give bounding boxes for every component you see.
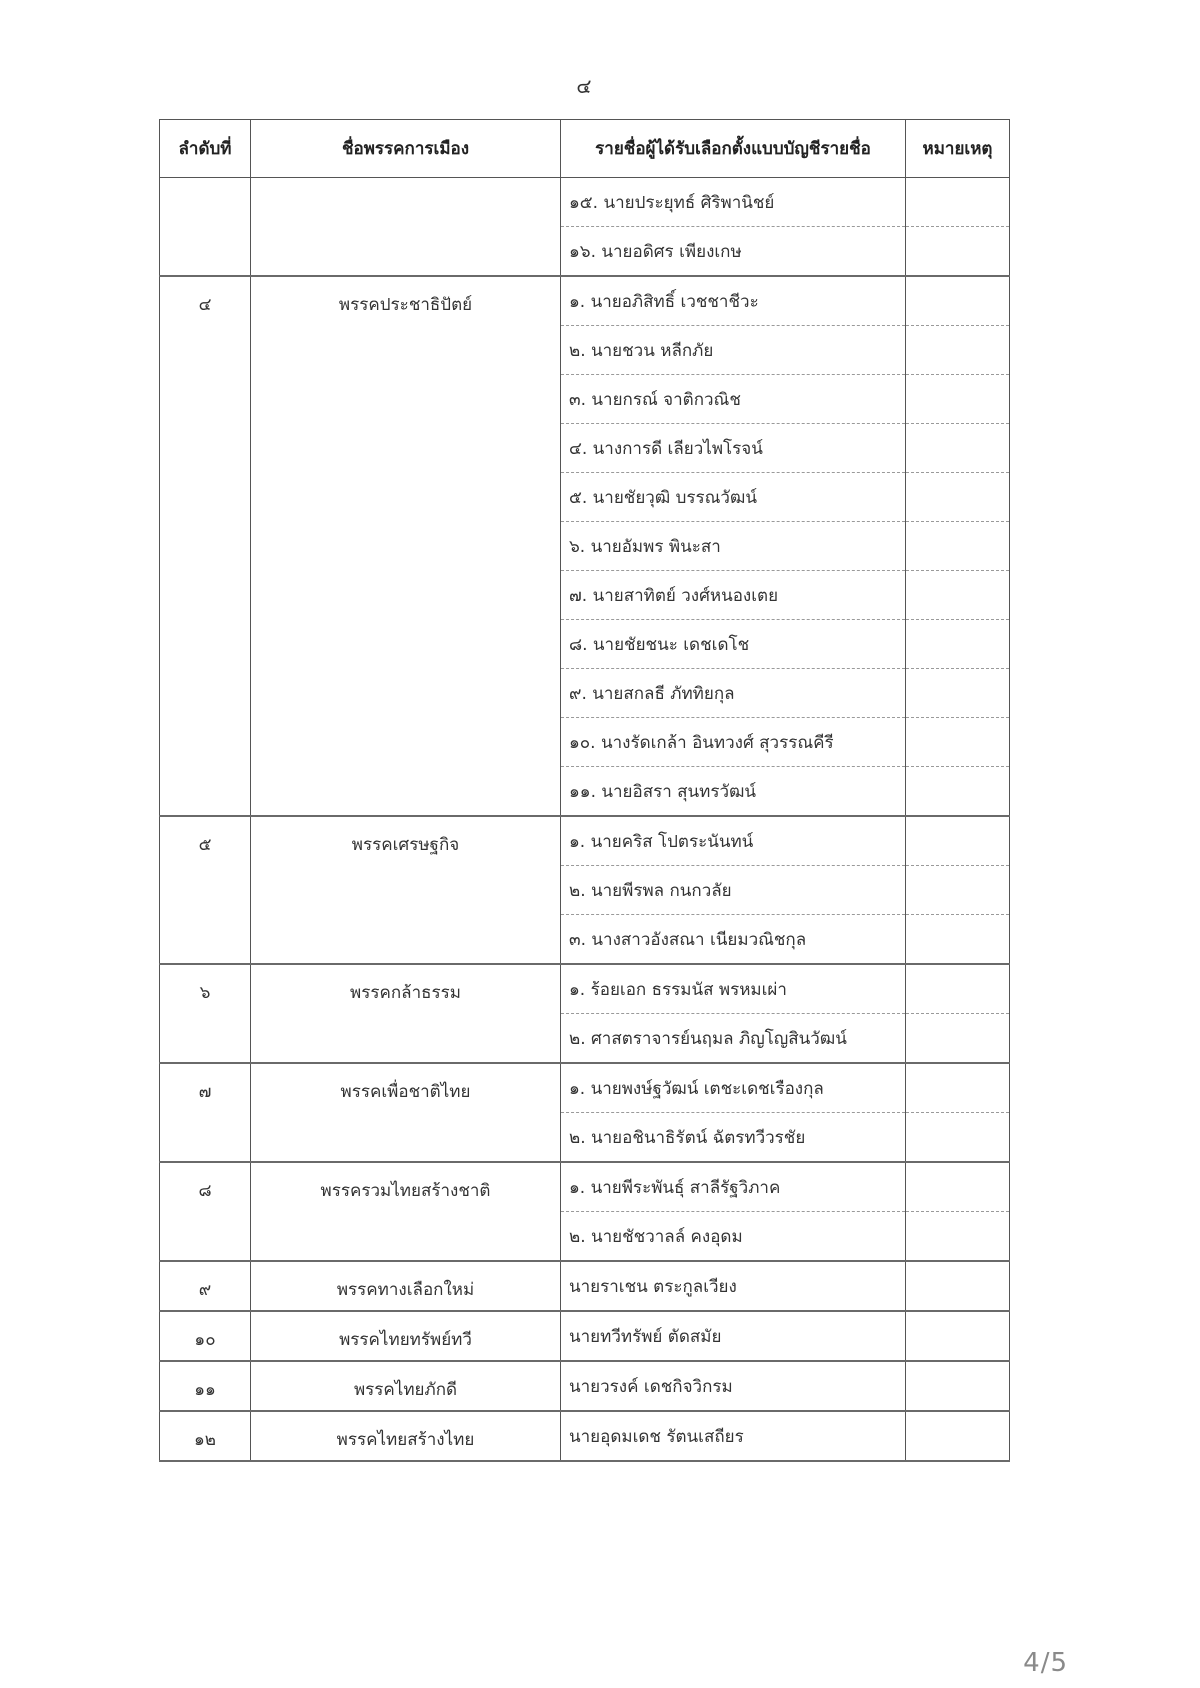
elected-member-name: ๑๕. นายประยุทธ์ ศิริพานิชย์ (561, 178, 906, 227)
elected-member-name: ๕. นายชัยวุฒิ บรรณวัฒน์ (561, 473, 906, 522)
remarks-cell (906, 424, 1010, 473)
remarks-cell (906, 866, 1010, 915)
party-name: พรรคไทยภักดี (251, 1361, 561, 1411)
remarks-cell (906, 669, 1010, 718)
remarks-cell (906, 1212, 1010, 1262)
elected-member-name: ๑๖. นายอดิศร เพียงเกษ (561, 227, 906, 277)
remarks-cell (906, 326, 1010, 375)
elected-member-name: ๘. นายชัยชนะ เดชเดโช (561, 620, 906, 669)
remarks-cell (906, 1113, 1010, 1163)
elected-member-name: ๓. นางสาวอังสณา เนียมวณิชกุล (561, 915, 906, 965)
party-name: พรรคเศรษฐกิจ (251, 816, 561, 964)
party-name: พรรคไทยสร้างไทย (251, 1411, 561, 1461)
header-remarks: หมายเหตุ (906, 120, 1010, 178)
elected-member-name: ๒. นายอชินาธิรัตน์ ฉัตรทวีวรชัย (561, 1113, 906, 1163)
remarks-cell (906, 1411, 1010, 1461)
elected-member-name: ๑๐. นางรัดเกล้า อินทวงศ์ สุวรรณคีรี (561, 718, 906, 767)
elected-member-name: นายทวีทรัพย์ ตัดสมัย (561, 1311, 906, 1361)
remarks-cell (906, 964, 1010, 1014)
party-group (160, 1411, 1010, 1461)
table-row (160, 276, 1010, 326)
elected-member-name: ๑. นายพีระพันธุ์ สาลีรัฐวิภาค (561, 1162, 906, 1212)
remarks-cell (906, 1014, 1010, 1064)
remarks-cell (906, 522, 1010, 571)
remarks-cell (906, 375, 1010, 424)
party-name: พรรคเพื่อชาติไทย (251, 1063, 561, 1162)
table-row (160, 816, 1010, 866)
party-order-number: ๑๐ (160, 1311, 251, 1361)
table-row (160, 1261, 1010, 1311)
viewer-page-indicator: 4/5 (1023, 1648, 1068, 1678)
remarks-cell (906, 816, 1010, 866)
party-name: พรรครวมไทยสร้างชาติ (251, 1162, 561, 1261)
party-group (160, 816, 1010, 964)
party-order-number (160, 178, 251, 277)
party-order-number: ๑๒ (160, 1411, 251, 1461)
remarks-cell (906, 718, 1010, 767)
party-order-number: ๗ (160, 1063, 251, 1162)
elected-member-name: ๒. นายชัชวาลล์ คงอุดม (561, 1212, 906, 1262)
elected-member-name: นายราเชน ตระกูลเวียง (561, 1261, 906, 1311)
elected-member-name: ๔. นางการดี เลียวไพโรจน์ (561, 424, 906, 473)
elected-member-name: นายวรงค์ เดชกิจวิกรม (561, 1361, 906, 1411)
party-order-number: ๘ (160, 1162, 251, 1261)
party-order-number: ๔ (160, 276, 251, 816)
remarks-cell (906, 1361, 1010, 1411)
remarks-cell (906, 276, 1010, 326)
elected-member-name: ๒. นายชวน หลีกภัย (561, 326, 906, 375)
remarks-cell (906, 1063, 1010, 1113)
party-name: พรรคประชาธิปัตย์ (251, 276, 561, 816)
remarks-cell (906, 620, 1010, 669)
party-group (160, 1361, 1010, 1411)
table-row (160, 1361, 1010, 1411)
elected-member-name: ๙. นายสกลธี ภัททิยกุล (561, 669, 906, 718)
elected-member-name: ๑. นายคริส โปตระนันทน์ (561, 816, 906, 866)
table-row (160, 178, 1010, 227)
table-row (160, 1411, 1010, 1461)
party-order-number: ๙ (160, 1261, 251, 1311)
remarks-cell (906, 178, 1010, 227)
party-name (251, 178, 561, 277)
remarks-cell (906, 1261, 1010, 1311)
elected-member-name: ๗. นายสาทิตย์ วงศ์หนองเตย (561, 571, 906, 620)
party-order-number: ๖ (160, 964, 251, 1063)
party-group (160, 178, 1010, 277)
table-row (160, 1311, 1010, 1361)
party-group (160, 1063, 1010, 1162)
remarks-cell (906, 571, 1010, 620)
header-party-name: ชื่อพรรคการเมือง (251, 120, 561, 178)
table-row (160, 1063, 1010, 1113)
header-order-number: ลำดับที่ (160, 120, 251, 178)
remarks-cell (906, 227, 1010, 277)
page-number: ๔ (576, 74, 592, 98)
party-order-number: ๕ (160, 816, 251, 964)
party-name: พรรคทางเลือกใหม่ (251, 1261, 561, 1311)
elected-member-name: ๖. นายอัมพร พินะสา (561, 522, 906, 571)
remarks-cell (906, 473, 1010, 522)
elected-member-name: นายอุดมเดช รัตนเสถียร (561, 1411, 906, 1461)
elected-member-name: ๑๑. นายอิสรา สุนทรวัฒน์ (561, 767, 906, 817)
elected-member-name: ๑. นายพงษ์ฐวัฒน์ เตชะเดชเรืองกุล (561, 1063, 906, 1113)
remarks-cell (906, 767, 1010, 817)
party-group (160, 276, 1010, 816)
party-group (160, 1311, 1010, 1361)
party-group (160, 964, 1010, 1063)
elected-member-name: ๑. ร้อยเอก ธรรมนัส พรหมเผ่า (561, 964, 906, 1014)
party-group (160, 1162, 1010, 1261)
table-row (160, 1162, 1010, 1212)
party-list-table (159, 119, 1010, 1462)
header-elected-names: รายชื่อผู้ได้รับเลือกตั้งแบบบัญชีรายชื่อ (561, 120, 906, 178)
remarks-cell (906, 915, 1010, 965)
party-name: พรรคกล้าธรรม (251, 964, 561, 1063)
party-name: พรรคไทยทรัพย์ทวี (251, 1311, 561, 1361)
elected-member-name: ๓. นายกรณ์ จาติกวณิช (561, 375, 906, 424)
table-header-row (160, 120, 1010, 178)
remarks-cell (906, 1162, 1010, 1212)
table-row (160, 964, 1010, 1014)
elected-member-name: ๑. นายอภิสิทธิ์ เวชชาชีวะ (561, 276, 906, 326)
remarks-cell (906, 1311, 1010, 1361)
elected-member-name: ๒. นายพีรพล กนกวลัย (561, 866, 906, 915)
party-order-number: ๑๑ (160, 1361, 251, 1411)
party-group (160, 1261, 1010, 1311)
elected-member-name: ๒. ศาสตราจารย์นฤมล ภิญโญสินวัฒน์ (561, 1014, 906, 1064)
